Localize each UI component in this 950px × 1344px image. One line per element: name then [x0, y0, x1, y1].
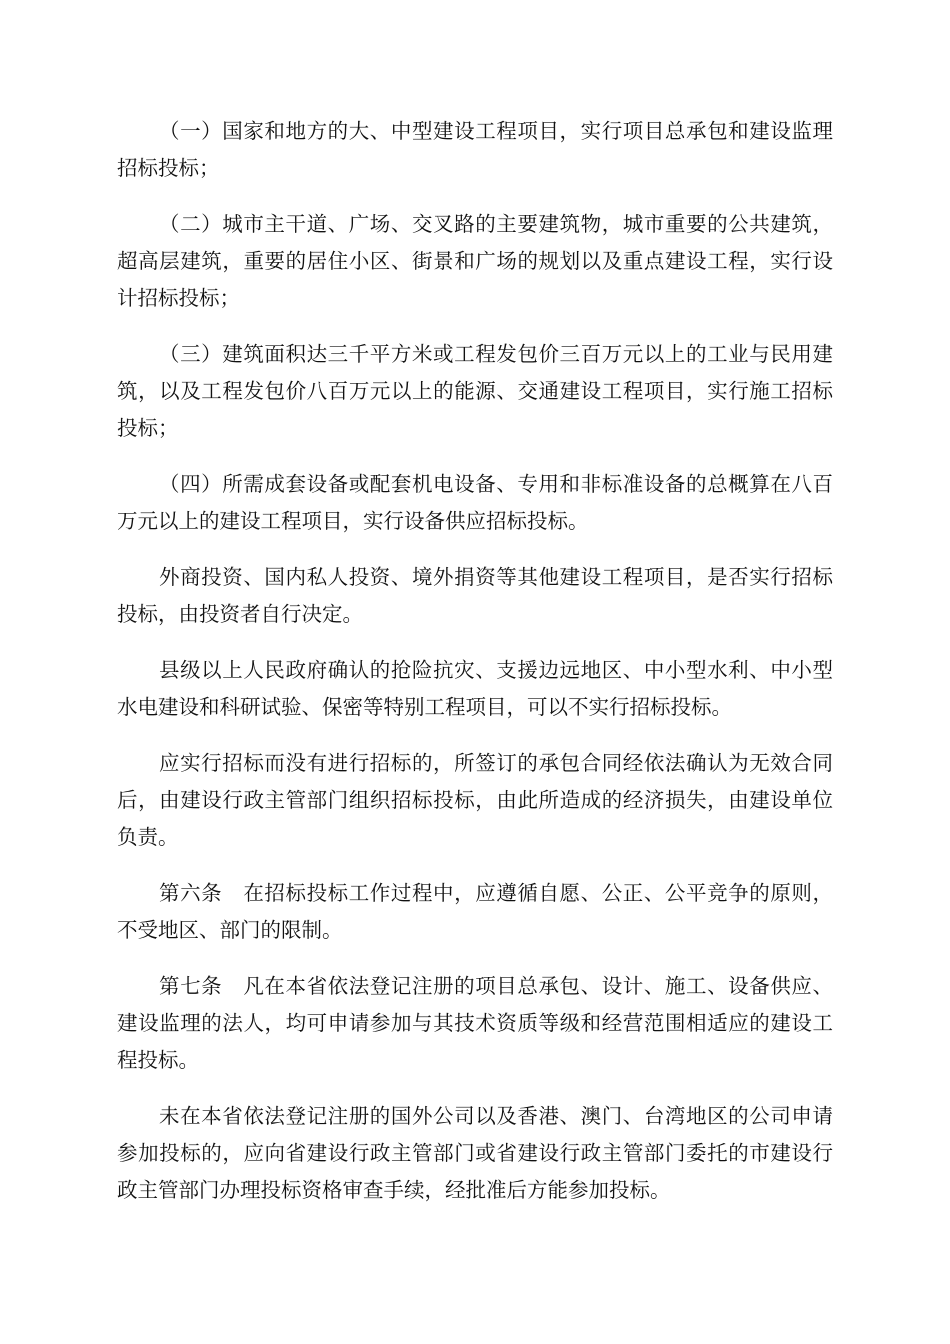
- paragraph-article-6: 第六条 在招标投标工作过程中，应遵循自愿、公正、公平竞争的原则，不受地区、部门的限制。: [117, 881, 833, 942]
- paragraph-item-2: （二）城市主干道、广场、交叉路的主要建筑物，城市重要的公共建筑，超高层建筑，重要的居住小区、街景和广场的规划以及重点建设工程，实行设计招标投标；: [117, 212, 833, 310]
- paragraph-article-7: 第七条 凡在本省依法登记注册的项目总承包、设计、施工、设备供应、建设监理的法人，均可申请参加与其技术资质等级和经营范围相适应的建设工程投标。: [117, 974, 833, 1072]
- paragraph-item-3: （三）建筑面积达三千平方米或工程发包价三百万元以上的工业与民用建筑，以及工程发包价八百万元以上的能源、交通建设工程项目，实行施工招标投标；: [117, 342, 833, 440]
- paragraph-unregistered-companies: 未在本省依法登记注册的国外公司以及香港、澳门、台湾地区的公司申请参加投标的，应向省建设行政主管部门或省建设行政主管部门委托的市建设行政主管部门办理投标资格审查手续，经批准后方能参加投标。: [117, 1104, 833, 1202]
- paragraph-exempt-projects: 县级以上人民政府确认的抢险抗灾、支援边远地区、中小型水利、中小型水电建设和科研试验、保密等特别工程项目，可以不实行招标投标。: [117, 658, 833, 719]
- paragraph-foreign-investment: 外商投资、国内私人投资、境外捐资等其他建设工程项目，是否实行招标投标，由投资者自行决定。: [117, 565, 833, 626]
- paragraph-item-4: （四）所需成套设备或配套机电设备、专用和非标准设备的总概算在八百万元以上的建设工程项目，实行设备供应招标投标。: [117, 472, 833, 533]
- paragraph-invalid-contract: 应实行招标而没有进行招标的，所签订的承包合同经依法确认为无效合同后，由建设行政主管部门组织招标投标，由此所造成的经济损失，由建设单位负责。: [117, 751, 833, 849]
- document-page: [117, 113, 833, 1228]
- paragraph-item-1: （一）国家和地方的大、中型建设工程项目，实行项目总承包和建设监理招标投标；: [117, 119, 833, 180]
